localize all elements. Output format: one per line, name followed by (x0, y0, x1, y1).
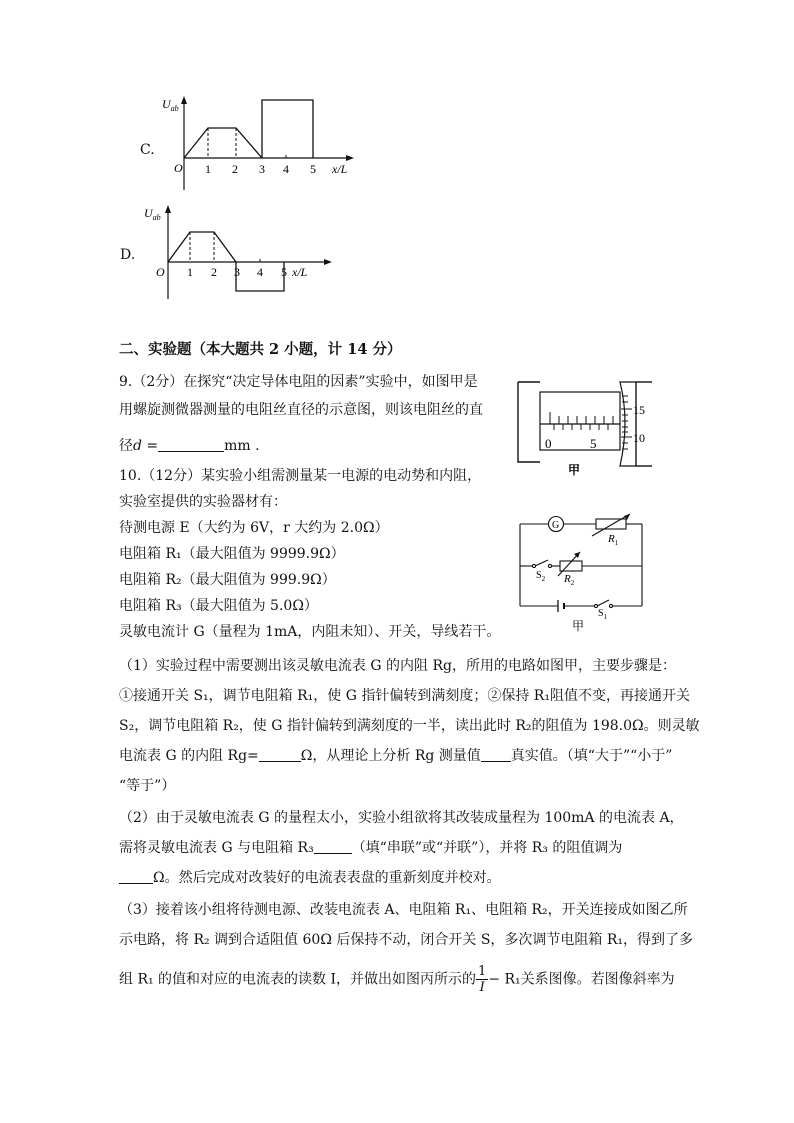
option-d-origin: O (156, 265, 165, 279)
q10-part3-line3-b: − R₁关系图像。若图像斜率为 (488, 971, 675, 988)
fraction-denominator: I (479, 980, 485, 995)
q9-line1: 9.（2分）在探究“决定导体电阻的因素”实验中，如图甲是 (119, 374, 478, 390)
option-c-ylabel: $U_{ab}$ (162, 97, 179, 113)
q9-line3-prefix: 径 (119, 438, 133, 454)
micrometer-main-label: 0 (545, 436, 552, 451)
circuit-figure (512, 512, 652, 637)
q10-part1-line4-b: Ω，从理论上分析 Rg 测量值 (300, 748, 481, 764)
q9-line3-eq: = (141, 438, 159, 454)
circuit-s2-label: $S_2$ (536, 570, 546, 583)
r3-answer-blank[interactable] (119, 869, 153, 884)
q9-line2: 用螺旋测微器测量的电阻丝直径的示意图，则该电阻丝的直 (119, 402, 483, 418)
one-over-i-fraction (476, 964, 488, 995)
option-d-tick: 4 (257, 265, 263, 279)
option-c (120, 92, 380, 192)
micrometer-thimble-label: 15 (633, 403, 645, 417)
q10-item: 待测电源 E（大约为 6V，r 大约为 2.0Ω） (119, 520, 389, 536)
q10-part2-line1: （2）由于灵敏电流表 G 的量程太小，实验小组欲将其改装成量程为 100mA 的电流表 A， (119, 810, 684, 826)
q10-part1-line5: “等于”） (119, 778, 176, 794)
q10-item: 电阻箱 R₁（最大阻值为 9999.9Ω） (119, 546, 345, 562)
q10-line1: 10.（12分）某实验小组需测量某一电源的电动势和内阻， (119, 468, 482, 484)
q10-part3-line2: 示电路，将 R₂ 调到合适阻值 60Ω 后保持不动，闭合开关 S，多次调节电阻箱 R₁，得到了多 (119, 932, 694, 948)
circuit-r1-label: $R_1$ (608, 533, 619, 547)
circuit-s1-label: $S_1$ (598, 608, 608, 621)
circuit-galvanometer-label: G (552, 520, 560, 531)
circuit-caption: 甲 (572, 619, 585, 633)
option-d-tick: 1 (187, 265, 193, 279)
micrometer-caption: 甲 (568, 463, 581, 477)
q10-part2-line2-b: （填“串联”或“并联”），并将 R₃ 的阻值调为 (351, 840, 623, 856)
q9-unit: mm . (224, 438, 260, 454)
micrometer-figure (512, 378, 662, 478)
q10-part1-line2: ①接通开关 S₁，调节电阻箱 R₁，使 G 指针偏转到满刻度；②保持 R₁阻值不变，再接通开关 (119, 688, 690, 704)
option-d-label: D. (120, 247, 136, 263)
q10-item: 灵敏电流计 G（量程为 1mA，内阻未知）、开关，导线若干。 (119, 624, 501, 640)
option-c-graph (160, 92, 380, 192)
q10-part2-line3-text: Ω。然后完成对改装好的电流表表盘的重新刻度并校对。 (153, 870, 501, 886)
q10-item: 电阻箱 R₂（最大阻值为 999.9Ω） (119, 572, 336, 588)
option-c-tick: 5 (310, 162, 316, 176)
option-d-graph (140, 205, 360, 305)
q9-var-d: d (133, 438, 142, 454)
q9-line3 (119, 436, 260, 456)
q10-part1-line4 (119, 746, 672, 766)
q10-part2-line2 (119, 838, 622, 858)
q10-part3-line3-a: 组 R₁ 的值和对应的电流表的读数 I，并做出如图丙所示的 (119, 971, 477, 988)
q10-part3-line1: （3）接着该小组将待测电源、改装电流表 A、电阻箱 R₁、电阻箱 R₂，开关连接成如图乙所 (119, 902, 688, 918)
fraction-numerator: 1 (478, 964, 487, 979)
option-d (100, 205, 360, 305)
option-c-tick: 1 (205, 162, 211, 176)
option-d-xlabel: x/L (292, 265, 308, 279)
q10-part1-line4-c: 真实值。（填“大于”“小于” (510, 748, 673, 764)
option-c-tick: 4 (283, 162, 289, 176)
connection-answer-blank[interactable] (314, 839, 352, 854)
q10-part1-line4-a: 电流表 G 的内阻 Rg= (119, 748, 259, 764)
q10-part1-line3: S₂，调节电阻箱 R₂，使 G 指针偏转到满刻度的一半，读出此时 R₂的阻值为 198.0Ω。则灵敏 (119, 718, 700, 734)
section-title: 二、实验题（本大题共 2 小题，计 14 分） (119, 341, 402, 358)
q10-part1-line1: （1）实验过程中需要测出该灵敏电流表 G 的内阻 Rg，所用的电路如图甲，主要步骤是： (119, 658, 676, 674)
q10-part3-line3 (119, 964, 675, 995)
micrometer-main-label: 5 (590, 436, 597, 451)
option-c-xlabel: x/L (332, 162, 348, 176)
option-d-tick: 5 (281, 265, 287, 279)
option-d-tick: 3 (234, 265, 240, 279)
compare-answer-blank[interactable] (481, 747, 511, 762)
q9-answer-blank[interactable] (158, 437, 224, 452)
rg-answer-blank[interactable] (259, 747, 301, 762)
q10-item: 电阻箱 R₃（最大阻值为 5.0Ω） (119, 598, 318, 614)
option-d-tick: 2 (211, 265, 217, 279)
option-c-origin: O (174, 161, 183, 175)
option-c-label: C. (140, 142, 155, 158)
option-c-tick: 3 (259, 162, 265, 176)
option-c-tick: 2 (232, 162, 238, 176)
q10-part2-line2-a: 需将灵敏电流表 G 与电阻箱 R₃ (119, 840, 314, 856)
q10-part2-line3 (119, 868, 501, 888)
q10-line2: 实验室提供的实验器材有： (119, 494, 287, 510)
micrometer-thimble-label: 10 (633, 431, 645, 445)
circuit-r2-label: $R_2$ (564, 573, 575, 587)
option-d-ylabel: $U_{ab}$ (144, 206, 161, 222)
